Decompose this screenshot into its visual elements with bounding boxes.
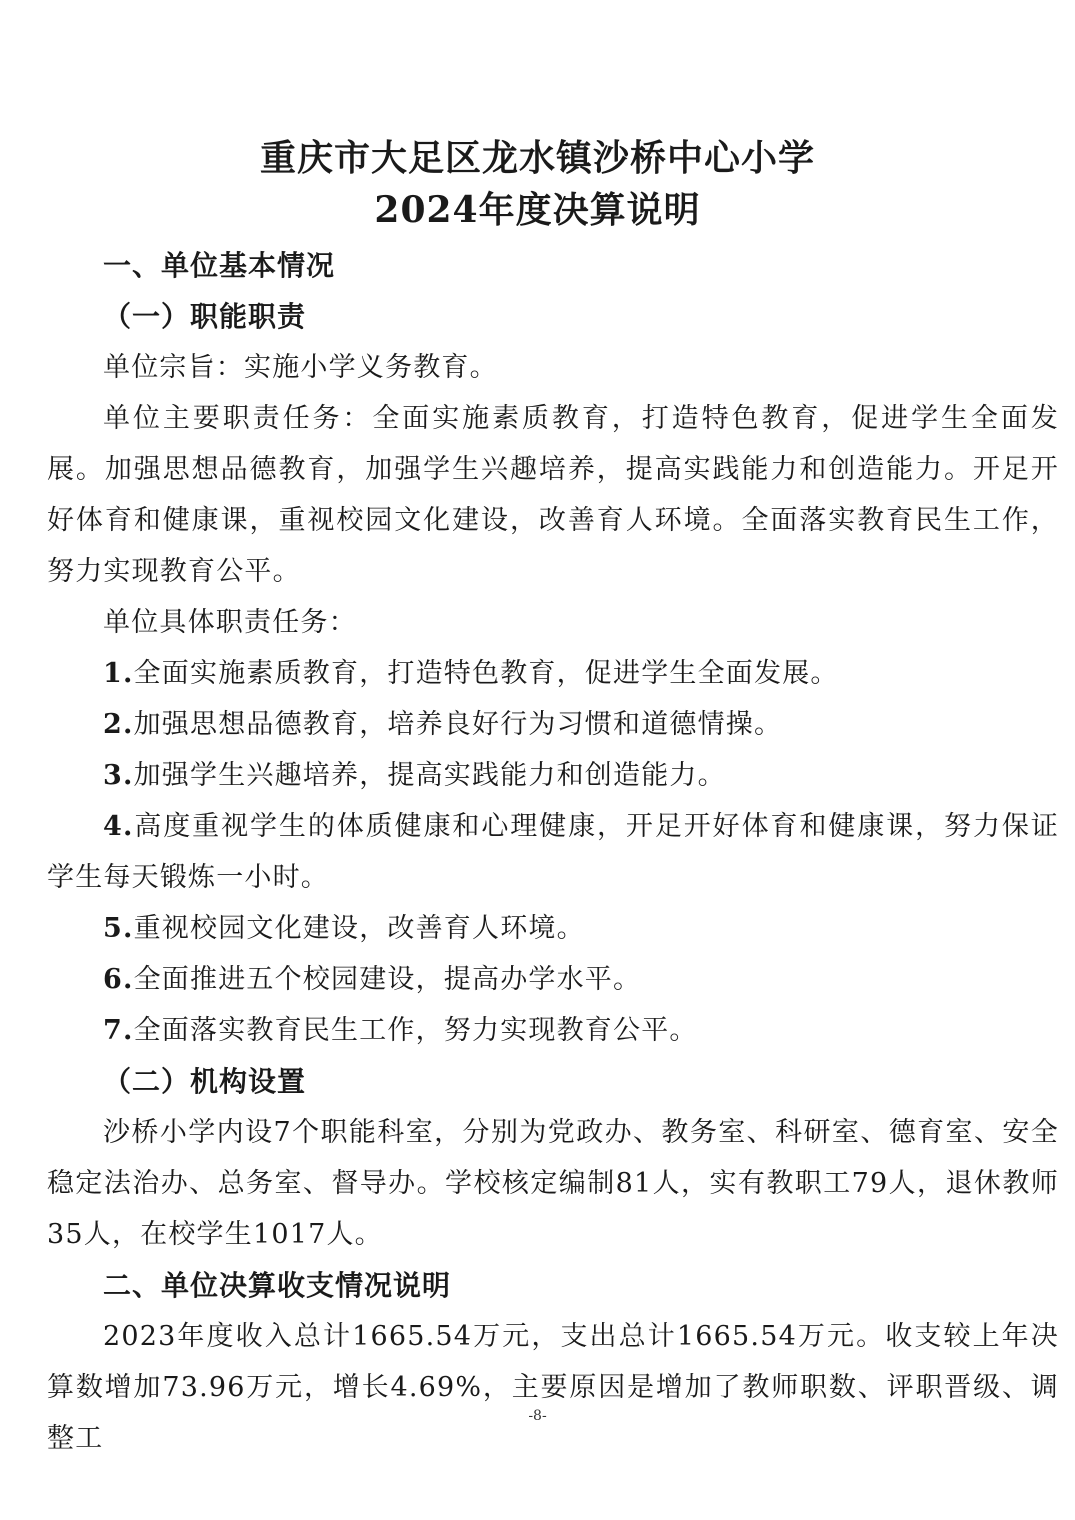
document-title-line1: 重庆市大足区龙水镇沙桥中心小学 [259, 137, 815, 179]
duty-number: 4. [103, 811, 134, 842]
budget-summary-paragraph: 2023年度收入总计1665.54万元，支出总计1665.54万元。收支较上年决算数增加73.96万元，增长4.69%，主要原因是增加了教师职数、评职晋级、调整工 [47, 1321, 1059, 1454]
subsection-heading-organization: （二）机构设置 [103, 1065, 307, 1098]
duty-item [47, 699, 1059, 750]
duty-item [47, 648, 1059, 699]
duty-number: 2. [103, 709, 134, 740]
duty-text: 高度重视学生的体质健康和心理健康，开足开好体育和健康课，努力保证学生每天锻炼一小时。 [47, 811, 1059, 893]
duty-number: 1. [103, 658, 134, 689]
section-heading-budget: 二、单位决算收支情况说明 [103, 1269, 452, 1302]
duty-item [47, 801, 1059, 903]
document-title-line2: 2024年度决算说明 [374, 189, 701, 231]
duty-text: 全面推进五个校园建设，提高办学水平。 [133, 964, 642, 995]
section-heading-basic-info: 一、单位基本情况 [103, 249, 336, 282]
duty-text: 全面落实教育民生工作，努力实现教育公平。 [133, 1015, 698, 1046]
duty-number: 5. [103, 913, 134, 944]
subsection-heading-duties: （一）职能职责 [103, 300, 307, 333]
duty-number: 6. [103, 964, 134, 995]
page-number: -8- [528, 1408, 547, 1424]
duty-item [47, 954, 1059, 1005]
duty-text: 加强学生兴趣培养，提高实践能力和创造能力。 [133, 760, 726, 791]
duty-item [47, 903, 1059, 954]
duty-text: 加强思想品德教育，培养良好行为习惯和道德情操。 [133, 709, 783, 740]
specific-duties-label: 单位具体职责任务： [103, 607, 357, 638]
duty-number: 3. [103, 760, 134, 791]
duty-text: 全面实施素质教育，打造特色教育，促进学生全面发展。 [133, 658, 839, 689]
main-duties-paragraph: 单位主要职责任务：全面实施素质教育，打造特色教育，促进学生全面发展。加强思想品德教育，加强学生兴趣培养，提高实践能力和创造能力。开足开好体育和健康课，重视校园文化建设，改善育人环境。全面落实教育民生工作，努力实现教育公平。 [47, 403, 1059, 587]
duty-item [47, 750, 1059, 801]
organization-paragraph: 沙桥小学内设7个职能科室，分别为党政办、教务室、科研室、德育室、安全稳定法治办、总务室、督导办。学校核定编制81人，实有教职工79人，退休教师35人，在校学生1017人。 [47, 1117, 1059, 1250]
duty-text: 重视校园文化建设，改善育人环境。 [133, 913, 585, 944]
duty-number: 7. [103, 1015, 134, 1046]
document-body [47, 240, 1059, 1464]
purpose-paragraph: 单位宗旨：实施小学义务教育。 [103, 352, 498, 383]
duty-item [47, 1005, 1059, 1056]
